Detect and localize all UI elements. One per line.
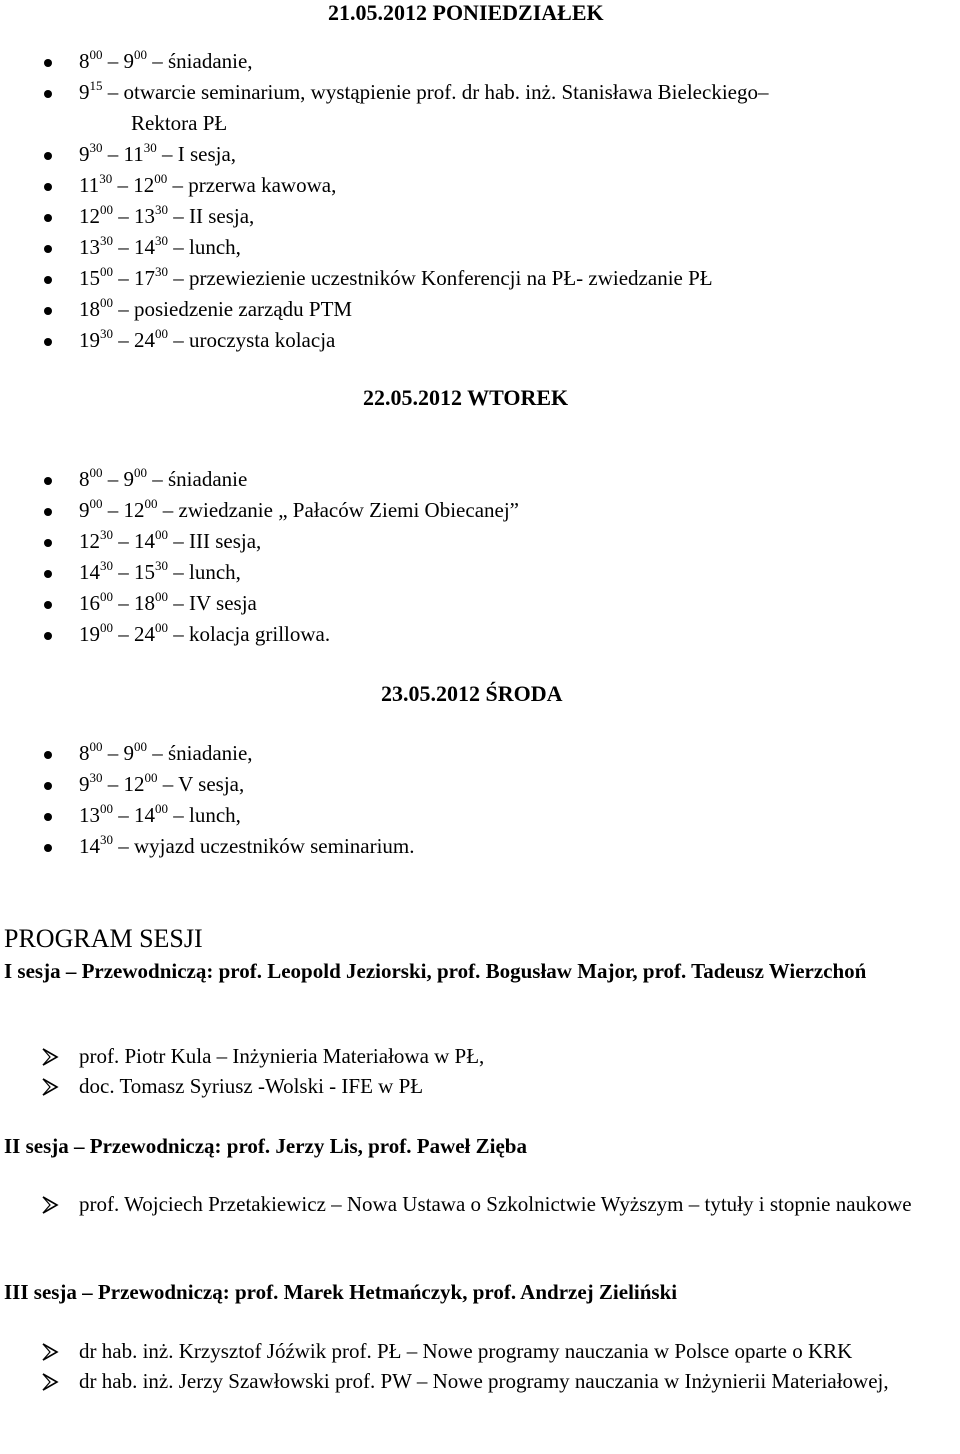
talk-item bbox=[0, 1337, 960, 1367]
session-1-heading: I sesja – Przewodniczą: prof. Leopold Jeziorski, prof. Bogusław Major, prof. Tadeusz Wierzchoń bbox=[4, 959, 867, 983]
time-minutes: 00 bbox=[100, 202, 113, 217]
time-hour: 15 bbox=[134, 560, 155, 584]
event-label: II sesja, bbox=[189, 204, 255, 228]
time-hour: 14 bbox=[134, 803, 155, 827]
schedule-line: $9^{15}$ – otwarcie seminarium, wystąpienie prof. dr hab. inż. Stanisława Bieleckiego– bbox=[79, 78, 769, 104]
time-hour: 12 bbox=[79, 529, 100, 553]
schedule-item bbox=[0, 769, 920, 800]
bullet-icon bbox=[44, 632, 52, 640]
time-minutes: 30 bbox=[155, 264, 168, 279]
bullet-icon bbox=[44, 782, 52, 790]
schedule-item bbox=[0, 526, 920, 557]
time-minutes: 00 bbox=[154, 171, 168, 186]
schedule-item bbox=[0, 588, 920, 619]
time-minutes: 00 bbox=[134, 465, 147, 480]
time-minutes: 15 bbox=[89, 78, 103, 93]
time-minutes: 00 bbox=[155, 589, 168, 604]
schedule-item bbox=[0, 170, 920, 201]
time-minutes: 30 bbox=[100, 527, 113, 542]
schedule-item bbox=[0, 495, 920, 526]
bullet-icon bbox=[44, 570, 52, 578]
schedule-line: $9^{30} - 11^{30}$ – I sesja, bbox=[79, 140, 237, 166]
bullet-icon bbox=[44, 477, 52, 485]
day-heading-tuesday: 22.05.2012 WTOREK bbox=[363, 385, 569, 410]
schedule-line: $12^{30} - 14^{00}$ – III sesja, bbox=[79, 527, 262, 553]
bullet-icon bbox=[44, 601, 52, 609]
time-hour: 9 bbox=[79, 80, 90, 104]
time-minutes: 00 bbox=[100, 589, 113, 604]
schedule-line: $19^{00} - 24^{00}$ – kolacja grillowa. bbox=[79, 620, 331, 646]
session-2-talks bbox=[0, 1190, 960, 1220]
talk-text: prof. Wojciech Przetakiewicz – Nowa Ustawa o Szkolnictwie Wyższym – tytuły i stopnie naukowe bbox=[79, 1192, 912, 1216]
time-hour: 12 bbox=[133, 173, 155, 197]
event-label: lunch, bbox=[189, 803, 241, 827]
time-minutes: 00 bbox=[100, 801, 113, 816]
event-label: uroczysta kolacja bbox=[189, 328, 336, 352]
time-hour: 19 bbox=[79, 622, 100, 646]
arrow-bullet-icon bbox=[40, 1046, 60, 1066]
bullet-icon bbox=[44, 152, 52, 160]
time-minutes: 30 bbox=[100, 233, 113, 248]
schedule-line: $13^{30} - 14^{30}$ – lunch, bbox=[79, 233, 241, 259]
time-hour: 13 bbox=[79, 235, 100, 259]
event-label: wyjazd uczestników seminarium. bbox=[134, 834, 415, 858]
time-hour: 24 bbox=[134, 328, 155, 352]
time-hour: 14 bbox=[134, 235, 155, 259]
time-hour: 24 bbox=[134, 622, 155, 646]
day-heading-monday: 21.05.2012 PONIEDZIAŁEK bbox=[328, 0, 604, 25]
event-label: IV sesja bbox=[189, 591, 257, 615]
time-hour: 9 bbox=[79, 142, 90, 166]
program-title: PROGRAM SESJI bbox=[4, 924, 203, 953]
day-heading-wednesday: 23.05.2012 ŚRODA bbox=[381, 681, 563, 706]
time-minutes: 30 bbox=[89, 770, 103, 785]
time-minutes: 00 bbox=[155, 801, 168, 816]
schedule-item bbox=[0, 46, 920, 77]
time-minutes: 00 bbox=[134, 739, 147, 754]
event-label: lunch, bbox=[189, 235, 241, 259]
schedule-line: $8^{00} - 9^{00}$ – śniadanie, bbox=[79, 739, 253, 765]
time-hour: 14 bbox=[79, 560, 100, 584]
bullet-icon bbox=[44, 183, 52, 191]
time-hour: 8 bbox=[79, 49, 90, 73]
time-minutes: 00 bbox=[100, 264, 113, 279]
event-label: przerwa kawowa, bbox=[188, 173, 337, 197]
time-hour: 17 bbox=[134, 266, 155, 290]
time-minutes: 00 bbox=[100, 295, 113, 310]
time-hour: 9 bbox=[79, 772, 90, 796]
talk-item bbox=[0, 1042, 960, 1072]
talk-item bbox=[0, 1367, 960, 1397]
schedule-line: $12^{00} - 13^{30}$ – II sesja, bbox=[79, 202, 255, 228]
talk-text: doc. Tomasz Syriusz -Wolski - IFE w PŁ bbox=[79, 1074, 424, 1098]
arrow-bullet-icon bbox=[40, 1194, 60, 1214]
schedule-list-monday bbox=[0, 46, 920, 356]
schedule-line: $9^{00} - 12^{00}$ – zwiedzanie „ Pałaców Ziemi Obiecanej” bbox=[79, 496, 519, 522]
arrow-bullet-icon bbox=[40, 1371, 60, 1391]
time-hour: 12 bbox=[123, 498, 145, 522]
talk-item bbox=[0, 1190, 960, 1220]
session-1-talks bbox=[0, 1042, 960, 1102]
schedule-item bbox=[0, 77, 920, 139]
bullet-icon bbox=[44, 59, 52, 67]
time-minutes: 30 bbox=[100, 326, 113, 341]
time-minutes: 00 bbox=[155, 620, 168, 635]
time-minutes: 00 bbox=[89, 496, 103, 511]
session-3-heading: III sesja – Przewodniczą: prof. Marek Hetmańczyk, prof. Andrzej Zieliński bbox=[4, 1280, 678, 1304]
event-label: śniadanie, bbox=[168, 49, 253, 73]
schedule-item bbox=[0, 232, 920, 263]
bullet-icon bbox=[44, 338, 52, 346]
event-label: lunch, bbox=[189, 560, 241, 584]
bullet-icon bbox=[44, 539, 52, 547]
time-minutes: 00 bbox=[144, 770, 158, 785]
schedule-line: $19^{30} - 24^{00}$ – uroczysta kolacja bbox=[79, 326, 336, 352]
schedule-item bbox=[0, 263, 920, 294]
time-hour: 18 bbox=[79, 297, 100, 321]
schedule-line: $8^{00} - 9^{00}$ – śniadanie, bbox=[79, 47, 253, 73]
time-minutes: 00 bbox=[89, 465, 103, 480]
bullet-icon bbox=[44, 276, 52, 284]
bullet-icon bbox=[44, 813, 52, 821]
bullet-icon bbox=[44, 90, 52, 98]
event-label: przewiezienie uczestników Konferencji na PŁ- zwiedzanie PŁ bbox=[189, 266, 713, 290]
event-label: śniadanie, bbox=[168, 741, 253, 765]
schedule-line: $15^{00} - 17^{30}$ – przewiezienie uczestników Konferencji na PŁ- zwiedzanie PŁ bbox=[79, 264, 713, 290]
time-hour: 9 bbox=[123, 741, 134, 765]
time-minutes: 30 bbox=[100, 832, 113, 847]
session-2-heading: II sesja – Przewodniczą: prof. Jerzy Lis, prof. Paweł Zięba bbox=[4, 1134, 527, 1158]
time-minutes: 00 bbox=[100, 620, 113, 635]
time-hour: 8 bbox=[79, 467, 90, 491]
talk-item bbox=[0, 1072, 960, 1102]
schedule-list-wednesday bbox=[0, 738, 920, 862]
time-minutes: 00 bbox=[89, 739, 103, 754]
schedule-line: $14^{30}$ – wyjazd uczestników seminarium. bbox=[79, 832, 415, 858]
event-label: otwarcie seminarium, wystąpienie prof. dr hab. inż. Stanisława Bieleckiego– bbox=[123, 80, 769, 104]
time-minutes: 00 bbox=[144, 496, 158, 511]
time-hour: 8 bbox=[79, 741, 90, 765]
bullet-icon bbox=[44, 214, 52, 222]
time-minutes: 30 bbox=[155, 233, 168, 248]
schedule-item bbox=[0, 325, 920, 356]
arrow-bullet-icon bbox=[40, 1341, 60, 1361]
event-label: posiedzenie zarządu PTM bbox=[134, 297, 353, 321]
time-hour: 12 bbox=[79, 204, 100, 228]
talk-text: dr hab. inż. Krzysztof Jóźwik prof. PŁ – Nowe programy nauczania w Polsce oparte o KRK bbox=[79, 1339, 853, 1363]
event-label: zwiedzanie „ Pałaców Ziemi Obiecanej” bbox=[178, 498, 519, 522]
schedule-item bbox=[0, 557, 920, 588]
talk-text: prof. Piotr Kula – Inżynieria Materiałowa w PŁ, bbox=[79, 1044, 485, 1068]
time-hour: 14 bbox=[79, 834, 100, 858]
session-3-talks bbox=[0, 1337, 960, 1397]
time-minutes: 00 bbox=[155, 527, 168, 542]
time-hour: 15 bbox=[79, 266, 100, 290]
schedule-line: $13^{00} - 14^{00}$ – lunch, bbox=[79, 801, 241, 827]
schedule-line: $11^{30} - 12^{00}$ – przerwa kawowa, bbox=[79, 171, 337, 197]
schedule-item bbox=[0, 139, 920, 170]
time-minutes: 30 bbox=[143, 140, 157, 155]
schedule-line: $9^{30} - 12^{00}$ – V sesja, bbox=[79, 770, 245, 796]
time-hour: 14 bbox=[134, 529, 155, 553]
event-label: kolacja grillowa. bbox=[189, 622, 331, 646]
talk-text: dr hab. inż. Jerzy Szawłowski prof. PW – Nowe programy nauczania w Inżynierii Materiałowej, bbox=[79, 1369, 889, 1393]
event-label: I sesja, bbox=[177, 142, 237, 166]
time-hour: 12 bbox=[123, 772, 145, 796]
schedule-item bbox=[0, 800, 920, 831]
time-minutes: 30 bbox=[155, 558, 168, 573]
time-hour: 9 bbox=[123, 467, 134, 491]
schedule-item bbox=[0, 619, 920, 650]
time-hour: 19 bbox=[79, 328, 100, 352]
time-minutes: 00 bbox=[155, 326, 168, 341]
time-hour: 9 bbox=[79, 498, 90, 522]
schedule-item bbox=[0, 831, 920, 862]
schedule-line: $14^{30} - 15^{30}$ – lunch, bbox=[79, 558, 241, 584]
event-label: V sesja, bbox=[178, 772, 245, 796]
event-label-continued: Rektora PŁ bbox=[131, 111, 228, 135]
schedule-list-tuesday bbox=[0, 464, 920, 650]
schedule-line: $18^{00}$ – posiedzenie zarządu PTM bbox=[79, 295, 353, 321]
event-label: śniadanie bbox=[168, 467, 248, 491]
schedule-line: $8^{00} - 9^{00}$ – śniadanie bbox=[79, 465, 248, 491]
bullet-icon bbox=[44, 844, 52, 852]
arrow-bullet-icon bbox=[40, 1076, 60, 1096]
time-minutes: 00 bbox=[89, 47, 103, 62]
time-minutes: 30 bbox=[99, 171, 113, 186]
schedule-item bbox=[0, 201, 920, 232]
time-hour: 11 bbox=[79, 173, 100, 197]
time-hour: 13 bbox=[79, 803, 100, 827]
time-minutes: 30 bbox=[155, 202, 168, 217]
schedule-line: $16^{00} - 18^{00}$ – IV sesja bbox=[79, 589, 257, 615]
time-hour: 11 bbox=[123, 142, 144, 166]
bullet-icon bbox=[44, 307, 52, 315]
time-hour: 18 bbox=[134, 591, 155, 615]
time-minutes: 30 bbox=[89, 140, 103, 155]
schedule-item bbox=[0, 738, 920, 769]
time-hour: 16 bbox=[79, 591, 100, 615]
bullet-icon bbox=[44, 751, 52, 759]
schedule-item bbox=[0, 294, 920, 325]
time-hour: 13 bbox=[134, 204, 155, 228]
time-hour: 9 bbox=[123, 49, 134, 73]
schedule-item bbox=[0, 464, 920, 495]
time-minutes: 00 bbox=[134, 47, 147, 62]
bullet-icon bbox=[44, 245, 52, 253]
time-minutes: 30 bbox=[100, 558, 113, 573]
event-label: III sesja, bbox=[189, 529, 262, 553]
bullet-icon bbox=[44, 508, 52, 516]
